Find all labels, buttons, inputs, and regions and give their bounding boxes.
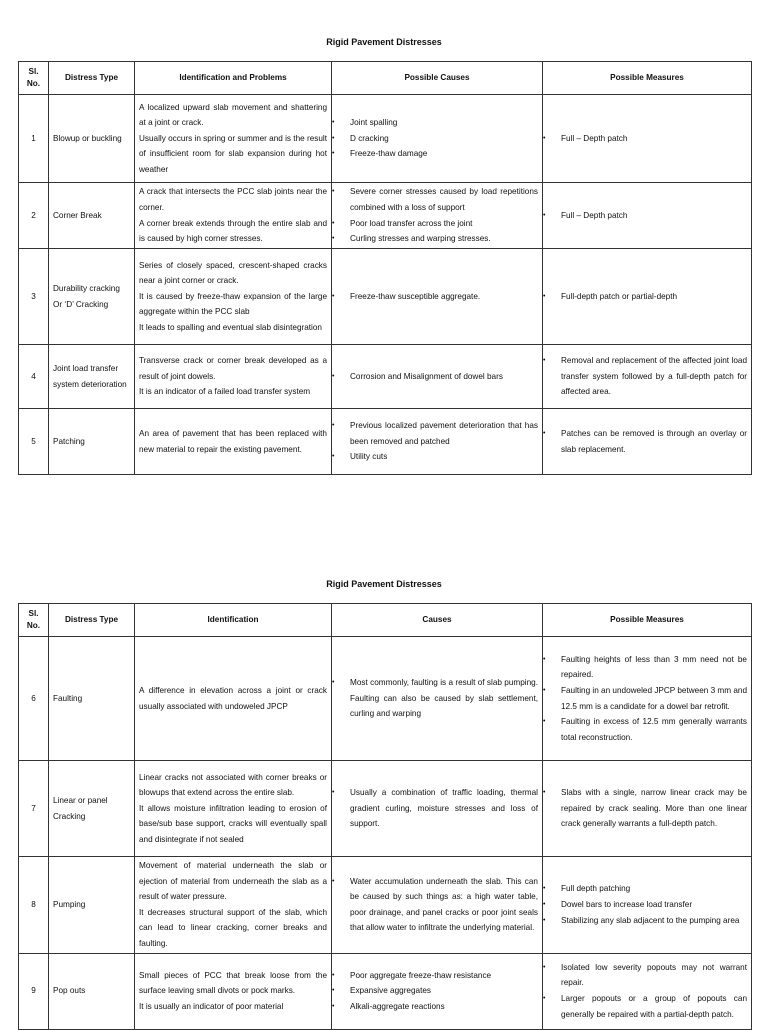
identification-line: Movement of material underneath the slab or ejection of material from underneath the slab as a result of water pressure. (139, 861, 327, 902)
identification-cell (135, 95, 332, 183)
measure-item: • Full – Depth patch (561, 208, 747, 224)
measure-item: • Isolated low severity popouts may not warrant repair. (561, 960, 747, 991)
header-distress-type: Distress Type (49, 62, 135, 95)
row-number: 3 (19, 249, 49, 345)
cause-item: • D cracking (350, 131, 538, 147)
page-title-2: Rigid Pavement Distresses (326, 579, 442, 589)
identification-line: It leads to spalling and eventual slab disintegration (139, 322, 322, 332)
cause-item: • Utility cuts (350, 449, 538, 465)
measures-cell (543, 249, 752, 345)
identification-line: Transverse crack or corner break developed as a result of joint dowels. (139, 356, 327, 381)
identification-cell (135, 761, 332, 857)
measure-item: • Removal and replacement of the affected joint load transfer system followed by a full-depth patch for affected area. (561, 353, 747, 400)
identification-line: An area of pavement that has been replaced with new material to repair the existing pavement. (139, 428, 327, 454)
measure-item: • Dowel bars to increase load transfer (561, 897, 747, 913)
header-sl-no: Sl. No. (19, 62, 49, 95)
identification-cell (135, 409, 332, 475)
header-distress-type: Distress Type (49, 604, 135, 637)
identification-line: Usually occurs in spring or summer and is the result of insufficient room for slab expansion during hot weather (139, 133, 327, 174)
cause-item: • Expansive aggregates (350, 983, 538, 999)
measures-cell (543, 409, 752, 475)
distress-type: Corner Break (49, 183, 135, 249)
cause-item: • Water accumulation underneath the slab. This can be caused by such things as: a high water table, poor drainage, and panel cracks or poor joint seals that allow water to infiltrate the underlying material. (350, 874, 538, 936)
header-sl-no: Sl. No. (19, 604, 49, 637)
causes-cell (332, 761, 543, 857)
identification-cell (135, 637, 332, 761)
table-row (19, 857, 752, 954)
distress-type: Pumping (49, 857, 135, 954)
table-row (19, 95, 752, 183)
table-row (19, 409, 752, 475)
cause-item: • Freeze-thaw susceptible aggregate. (350, 289, 538, 305)
table-row (19, 953, 752, 1029)
header-causes: Possible Causes (332, 62, 543, 95)
page-title-1: Rigid Pavement Distresses (326, 37, 442, 47)
cause-item: • Severe corner stresses caused by load repetitions combined with a loss of support (350, 184, 538, 215)
measure-item: • Stabilizing any slab adjacent to the pumping area (561, 913, 747, 929)
row-number: 9 (19, 953, 49, 1029)
identification-cell (135, 857, 332, 954)
identification-line: Series of closely spaced, crescent-shaped cracks near a joint corner or crack. (139, 260, 327, 286)
causes-cell (332, 183, 543, 249)
distress-type: Patching (49, 409, 135, 475)
cause-item: • Alkali-aggregate reactions (350, 999, 538, 1015)
measure-item: • Slabs with a single, narrow linear crack may be repaired by crack sealing. More than one linear crack generally warrants a full-depth patch. (561, 785, 747, 832)
cause-item: • Usually a combination of traffic loading, thermal gradient curling, moisture stresses and loss of support. (350, 785, 538, 832)
row-number: 4 (19, 345, 49, 409)
causes-cell (332, 345, 543, 409)
identification-line: A difference in elevation across a joint or crack usually associated with undoweled JPCP (139, 685, 327, 711)
distress-type: Blowup or buckling (49, 95, 135, 183)
measure-item: • Faulting heights of less than 3 mm need not be repaired. (561, 652, 747, 683)
identification-line: It is caused by freeze-thaw expansion of the large aggregate within the PCC slab (139, 291, 327, 317)
table-row (19, 345, 752, 409)
row-number: 7 (19, 761, 49, 857)
cause-item: • Poor aggregate freeze-thaw resistance (350, 968, 538, 984)
identification-line: It allows moisture infiltration leading to erosion of base/sub base support, cracks will eventually spall and disintegrate if not sealed (139, 803, 327, 844)
causes-cell (332, 953, 543, 1029)
cause-item: • Curling stresses and warping stresses. (350, 231, 538, 247)
identification-line: It is usually an indicator of poor material (139, 1001, 284, 1011)
row-number: 5 (19, 409, 49, 475)
causes-cell (332, 637, 543, 761)
table-row (19, 249, 752, 345)
identification-line: Small pieces of PCC that break loose from the surface leaving small divots or pock marks. (139, 970, 327, 996)
measure-item: • Faulting in an undoweled JPCP between 3 mm and 12.5 mm is a candidate for a dowel bar retrofit. (561, 683, 747, 714)
table-row (19, 183, 752, 249)
causes-cell (332, 95, 543, 183)
cause-item: • Previous localized pavement deterioration that has been removed and patched (350, 418, 538, 449)
identification-cell (135, 953, 332, 1029)
causes-cell (332, 409, 543, 475)
row-number: 6 (19, 637, 49, 761)
header-measures: Possible Measures (543, 604, 752, 637)
cause-item: • Corrosion and Misalignment of dowel bars (350, 369, 538, 385)
measures-cell (543, 183, 752, 249)
table-row (19, 761, 752, 857)
distress-type: Durability cracking Or ‘D’ Cracking (49, 249, 135, 345)
measures-cell (543, 637, 752, 761)
measures-cell (543, 857, 752, 954)
row-number: 2 (19, 183, 49, 249)
distress-type: Linear or panel Cracking (49, 761, 135, 857)
measure-item: • Full – Depth patch (561, 131, 747, 147)
row-number: 1 (19, 95, 49, 183)
causes-cell (332, 249, 543, 345)
distress-table-1 (18, 61, 752, 475)
cause-item: • Joint spalling (350, 115, 538, 131)
identification-cell (135, 249, 332, 345)
header-causes: Causes (332, 604, 543, 637)
cause-item: • Freeze-thaw damage (350, 146, 538, 162)
distress-type: Pop outs (49, 953, 135, 1029)
causes-cell (332, 857, 543, 954)
measures-cell (543, 95, 752, 183)
measure-item: • Full depth patching (561, 881, 747, 897)
measure-item: • Faulting in excess of 12.5 mm generally warrants total reconstruction. (561, 714, 747, 745)
measures-cell (543, 761, 752, 857)
identification-line: A localized upward slab movement and shattering at a joint or crack. (139, 102, 327, 128)
distress-type: Faulting (49, 637, 135, 761)
identification-line: A crack that intersects the PCC slab joints near the corner. (139, 187, 327, 212)
identification-line: It is an indicator of a failed load transfer system (139, 387, 311, 397)
measures-cell (543, 345, 752, 409)
measure-item: • Full-depth patch or partial-depth (561, 289, 747, 305)
identification-cell (135, 183, 332, 249)
measure-item: • Larger popouts or a group of popouts can generally be repaired with a partial-depth patch. (561, 991, 747, 1022)
cause-item: • Poor load transfer across the joint (350, 216, 538, 232)
table-header-row (19, 604, 752, 637)
identification-cell (135, 345, 332, 409)
measure-item: • Patches can be removed is through an overlay or slab replacement. (561, 426, 747, 457)
distress-type: Joint load transfer system deterioration (49, 345, 135, 409)
header-identification: Identification (135, 604, 332, 637)
table-header-row (19, 62, 752, 95)
header-measures: Possible Measures (543, 62, 752, 95)
header-identification: Identification and Problems (135, 62, 332, 95)
distress-table-2 (18, 603, 752, 1030)
row-number: 8 (19, 857, 49, 954)
identification-line: It decreases structural support of the slab, which can lead to linear cracking, corner breaks and faulting. (139, 907, 327, 948)
measures-cell (543, 953, 752, 1029)
cause-item: • Most commonly, faulting is a result of slab pumping. Faulting can also be caused by slab settlement, curling and warping (350, 675, 538, 722)
identification-line: A corner break extends through the entire slab and is caused by high corner stresses. (139, 218, 327, 244)
table-row (19, 637, 752, 761)
identification-line: Linear cracks not associated with corner breaks or blowups that extend across the entire slab. (139, 772, 327, 798)
